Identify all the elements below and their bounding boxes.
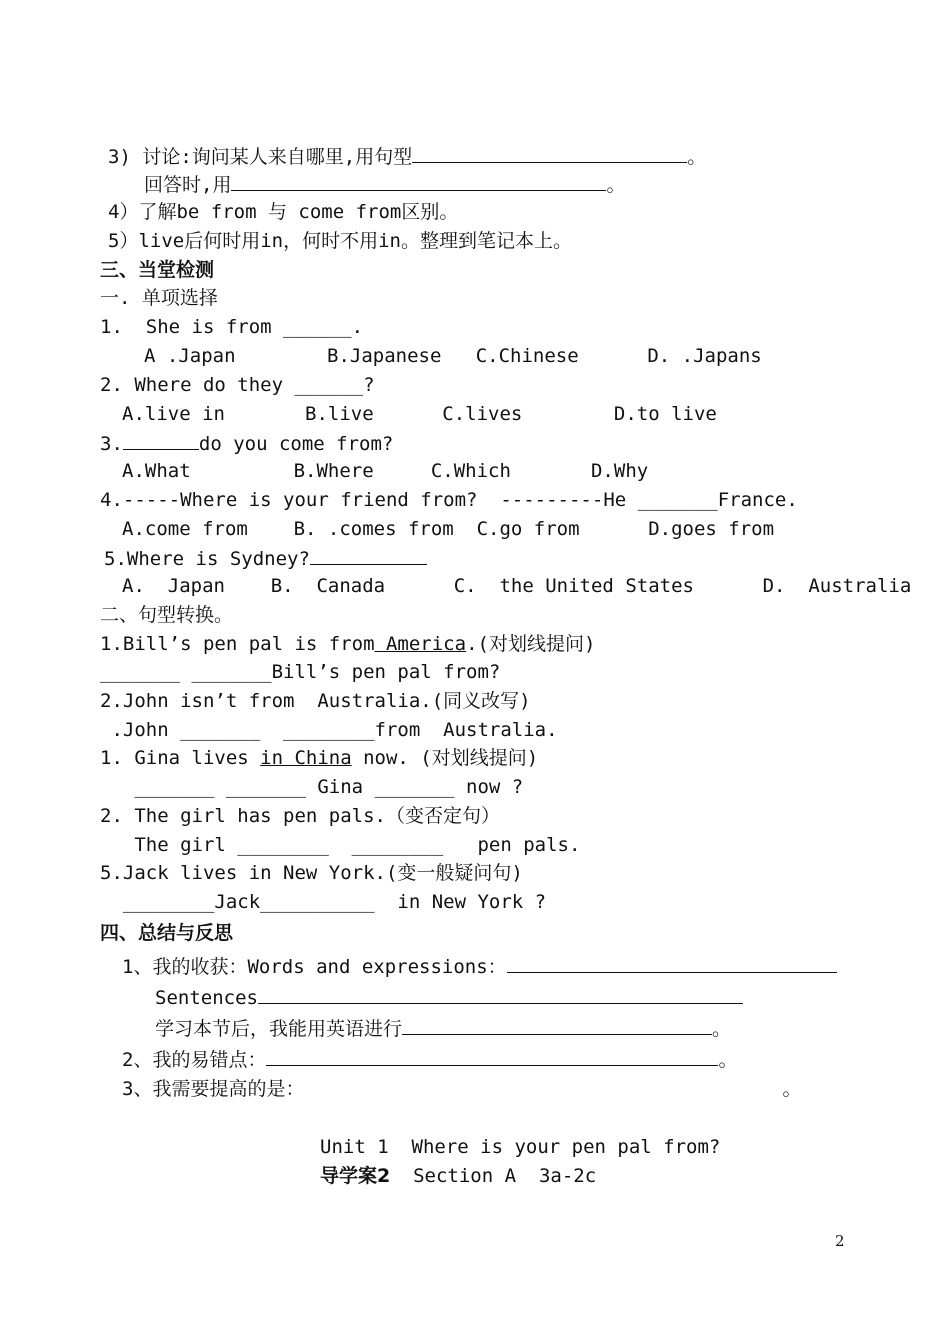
answer-blank[interactable]: [123, 429, 199, 450]
transform-1: [100, 631, 595, 657]
text: Sentences: [155, 987, 258, 1009]
answer-blank[interactable]: [412, 142, 687, 163]
text: 回答时,用: [144, 174, 232, 196]
answer-blank[interactable]: [258, 983, 743, 1004]
question-1: 1. She is from ______.: [100, 316, 364, 338]
transform-5: 5.Jack lives in New York.(变一般疑问句): [100, 862, 523, 884]
text: 3.: [100, 433, 123, 455]
question-5: [104, 544, 427, 572]
text: 。: [782, 1078, 802, 1100]
transform-2-answer: .John _______ ________from Australia.: [100, 719, 558, 741]
reflection-sentences: [155, 983, 743, 1011]
text: 学习本节后，我能用英语进行: [155, 1018, 403, 1040]
reflection-1: [122, 952, 837, 980]
unit-title: Unit 1 Where is your pen pal from?: [320, 1136, 721, 1158]
text: Section A 3a-2c: [390, 1165, 597, 1187]
answer-blank[interactable]: [310, 544, 427, 565]
question-2-options: A.live in B.live C.lives D.to live: [122, 403, 717, 425]
text: 3) 讨论:询问某人来自哪里,用句型: [108, 146, 413, 168]
part-heading-transform: 二、句型转换。: [100, 604, 234, 626]
answer-blank[interactable]: [231, 170, 606, 191]
answer-blank[interactable]: [402, 1014, 712, 1035]
transform-2: 2.John isn’t from Australia.(同义改写): [100, 690, 531, 712]
part-heading-choice: 一. 单项选择: [100, 287, 218, 309]
transform-4: 2. The girl has pen pals.（变否定句）: [100, 805, 500, 827]
text: 导学案2: [320, 1165, 391, 1187]
question-4: 4.-----Where is your friend from? ---------He _______France.: [100, 489, 798, 511]
question-1-options: A .Japan B.Japanese C.Chinese D. .Japans: [144, 345, 762, 367]
text: 1、我的收获：Words and expressions：: [122, 956, 507, 978]
answer-line: [144, 170, 625, 198]
reflection-3: [122, 1076, 801, 1102]
discussion-line: [108, 142, 706, 170]
text: now. (对划线提问): [351, 747, 539, 769]
lesson-title: [320, 1163, 596, 1189]
reflection-2: [122, 1045, 737, 1073]
underlined-text: in China: [260, 747, 352, 769]
transform-1-answer: _______ _______Bill’s pen pal from?: [100, 661, 501, 683]
transform-5-answer: ________Jack__________ in New York ?: [100, 891, 547, 913]
page-number: 2: [835, 1232, 845, 1250]
question-2: 2. Where do they ______?: [100, 374, 375, 396]
text: .(对划线提问): [466, 633, 596, 655]
text: 5.Where is Sydney?: [104, 548, 310, 570]
text: 2、我的易错点：: [122, 1049, 267, 1071]
text: do you come from?: [198, 433, 394, 455]
question-3: [100, 429, 393, 457]
transform-3-answer: _______ _______ Gina _______ now ?: [100, 776, 524, 798]
question-5-options: A. Japan B. Canada C. the United States D. Australia: [122, 575, 912, 597]
text: 1.Bill’s pen pal is from: [100, 633, 375, 655]
transform-4-answer: The girl ________ ________ pen pals.: [100, 834, 581, 856]
section-heading-4: 四、总结与反思: [100, 922, 234, 944]
question-4-options: A.come from B. .comes from C.go from D.goes from: [122, 518, 775, 540]
question-3-options: A.What B.Where C.Which D.Why: [122, 460, 649, 482]
text: 。: [718, 1049, 738, 1071]
section-heading-3: 三、当堂检测: [100, 259, 215, 281]
text: 3、我需要提高的是：: [122, 1078, 305, 1100]
transform-3: [100, 745, 538, 771]
tip-line-4: 4）了解be from 与 come from区别。: [108, 201, 459, 223]
answer-blank[interactable]: [266, 1045, 718, 1066]
reflection-ability: [155, 1014, 731, 1042]
text: 。: [606, 174, 626, 196]
underlined-text: America: [374, 633, 467, 655]
tip-line-5: 5）live后何时用in，何时不用in。整理到笔记本上。: [108, 230, 572, 252]
text: 。: [687, 146, 707, 168]
text: 1. Gina lives: [100, 747, 261, 769]
text: 。: [712, 1018, 732, 1040]
answer-blank[interactable]: [507, 952, 837, 973]
